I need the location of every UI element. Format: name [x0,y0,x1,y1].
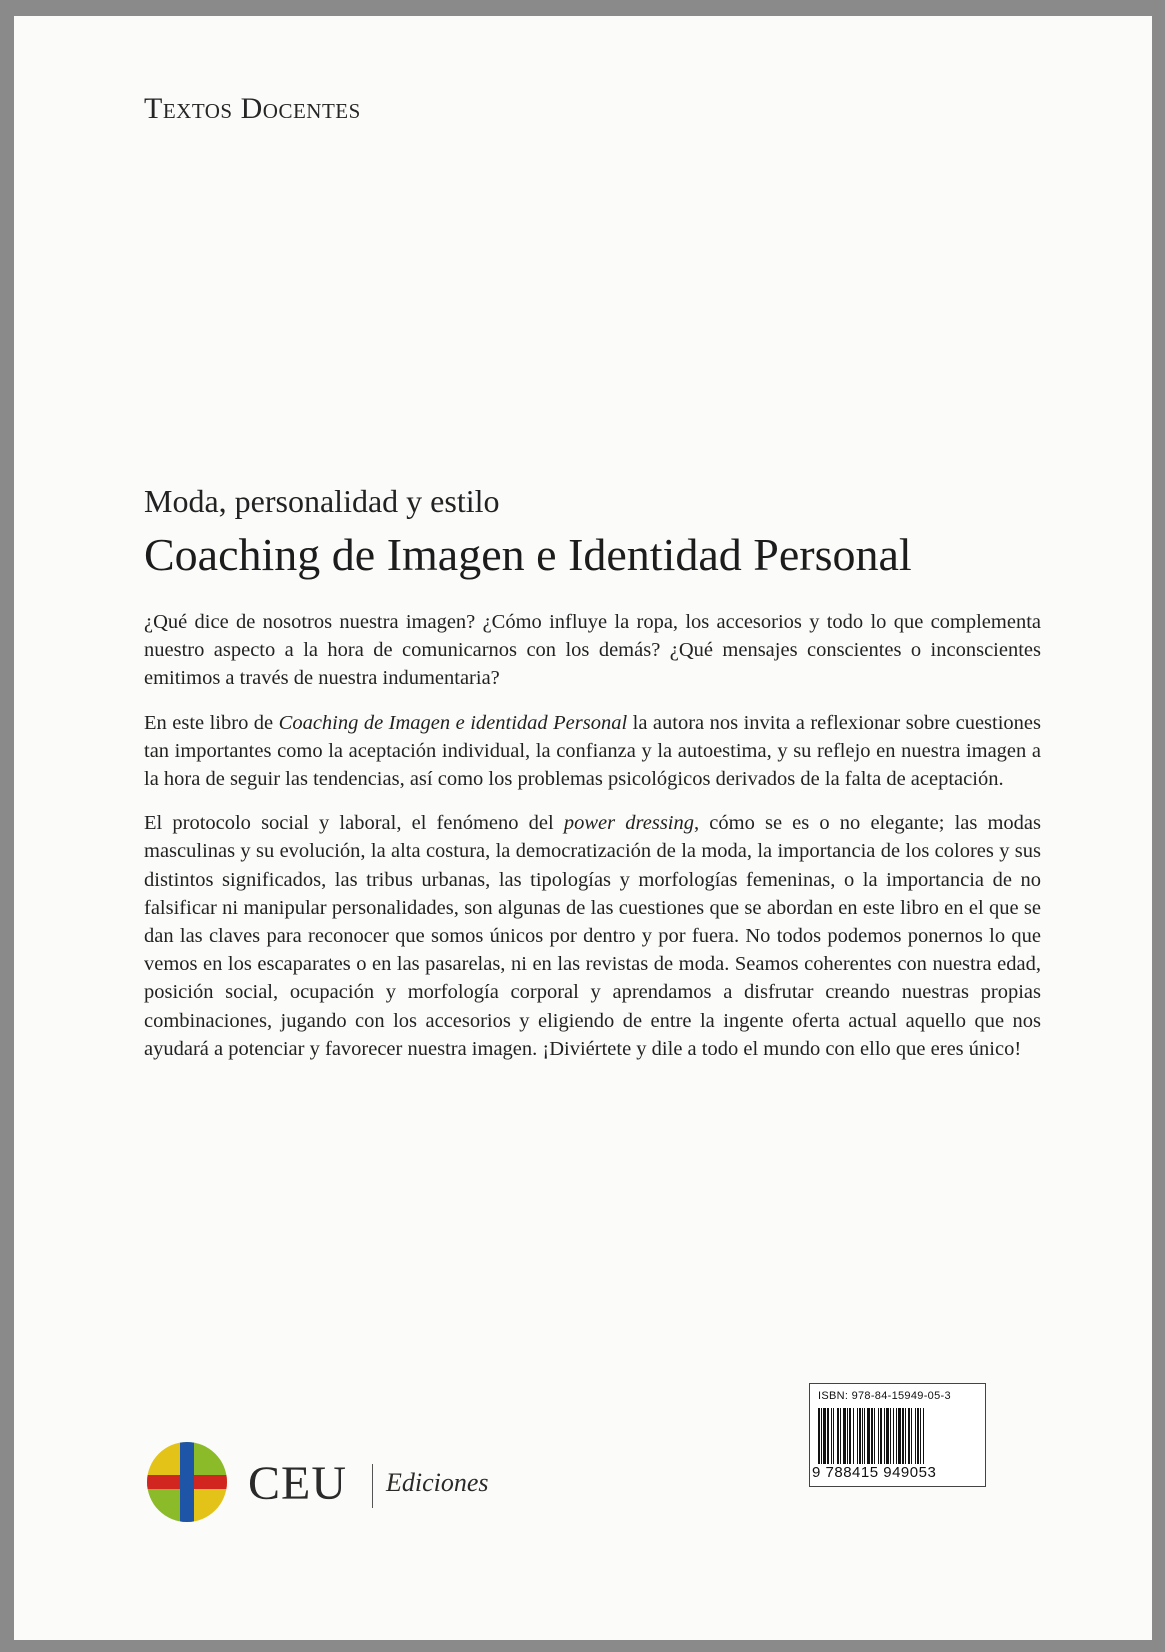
barcode-bar [886,1408,889,1464]
barcode-bar [878,1408,879,1464]
barcode-bar [847,1408,848,1464]
barcode-digits: 9 788415 949053 [812,1464,937,1481]
barcode-bar [862,1408,863,1464]
barcode-bar [853,1408,854,1464]
blurb-paragraph-2 [144,709,1041,794]
barcode-bar [898,1408,901,1464]
barcode-bar [837,1408,839,1464]
text-run: El protocolo social y laboral, el fenómeno del [144,812,564,835]
publisher-name: CEU [248,1457,347,1510]
blurb-paragraph-1: ¿Qué dice de nosotros nuestra imagen? ¿Cómo influye la ropa, los accesorios y todo lo que complementa nuestro aspecto a la hora de comunicarnos con los demás? ¿Qué mensajes conscientes o inconscientes emitimos a través de nuestra indumentaria? [144,611,1041,690]
barcode-bar [821,1408,822,1464]
barcode-bar [923,1408,924,1464]
barcode-bar [857,1408,858,1464]
isbn-barcode [809,1383,986,1487]
barcode-bar [917,1408,919,1464]
barcode-bar [864,1408,865,1464]
text-run: la autora nos invita a reflexionar sobre cuestiones tan importantes como la aceptación individual, la confianza y la autoestima, y su reflejo en nuestra imagen a la hora de seguir las tendencias, así como los problemas psicológicos derivados de la falta de aceptación. [144,711,1041,791]
blurb-paragraph-3 [144,809,1041,1063]
barcode-bar [867,1408,870,1464]
blurb [144,608,1041,1079]
text-run: En este libro de [144,711,279,734]
barcode-bar [915,1408,916,1464]
barcode-bar [823,1408,826,1464]
barcode-bar [920,1408,921,1464]
barcode-bar [849,1408,851,1464]
barcode-bar [908,1408,910,1464]
logo-divider [372,1464,373,1508]
barcode-bar [840,1408,841,1464]
italic-book-title: Coaching de Imagen e identidad Personal [278,711,628,734]
barcode-bar [843,1408,846,1464]
book-back-cover [14,16,1152,1640]
ceu-cross-logo [146,1441,228,1523]
barcode-bar [859,1408,861,1464]
series-name: Textos Docentes [144,92,361,125]
barcode-bar [890,1408,891,1464]
isbn-label: ISBN: 978-84-15949-05-3 [818,1390,951,1402]
barcode-bar [905,1408,906,1464]
publisher-imprint: Ediciones [386,1468,489,1497]
barcode-bar [884,1408,885,1464]
barcode-bar [874,1408,875,1464]
barcode-bar [896,1408,897,1464]
barcode-bar [818,1408,820,1464]
barcode-bar [902,1408,904,1464]
barcode-bar [880,1408,882,1464]
italic-term: power dressing [563,812,694,835]
barcode-bar [833,1408,834,1464]
text-run: , cómo se es o no elegante; las modas masculinas y su evolución, la alta costura, la democratización de la moda, la importancia de los colores y sus distintos significados, las tribus urbanas, las tipologías y morfologías femeninas, o la importancia de no falsificar ni manipular personalidades, son algunas de las cuestiones que se abordan en este libro en el que se dan las claves para reconocer que somos únicos por dentro y por fuera. No todos podemos ponernos lo que vemos en los escaparates o en las pasarelas, ni en las revistas de moda. Seamos coherentes con nuestra edad, posición social, ocupación y morfología corporal y aprendamos a disfrutar creando nuestras propias combinaciones, jugando con los accesorios y eligiendo de entre la ingente oferta actual aquello que nos ayudará a potenciar y favorecer nuestra imagen. ¡Diviértete y dile a todo el mundo con ello que eres único! [144,812,1042,1060]
book-title: Coaching de Imagen e Identidad Personal [144,529,912,580]
barcode-bar [871,1408,873,1464]
barcode-bars [818,1408,976,1464]
barcode-bar [893,1408,894,1464]
book-subtitle: Moda, personalidad y estilo [144,483,500,519]
barcode-bar [831,1408,832,1464]
barcode-bar [827,1408,829,1464]
barcode-bar [911,1408,912,1464]
